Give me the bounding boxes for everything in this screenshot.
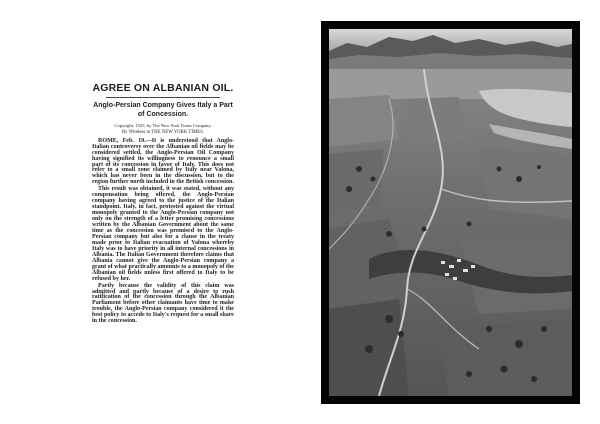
- newspaper-clipping: [90, 79, 236, 350]
- article-subheadline: Anglo-Persian Company Gives Italy a Part of Concession.: [93, 102, 233, 118]
- photo-frame: [321, 21, 580, 404]
- article-body: [92, 139, 234, 326]
- aerial-landscape-photo: [329, 29, 572, 396]
- article-paragraph: Partly because the validity of this claim was admitted and partly because of a desire to rush ratification of the concession through the Albanian Parliament before other claimants have time to make trouble, the Anglo-Persian company considered it the best policy to accede to Italy's request for a small share in the concession.: [92, 282, 234, 325]
- article-paragraph: ROME, Feb. 19.—It is understood that Anglo-Italian controversy over the Albanian oil fields may be considered settled, the Anglo-Persian Oil Company having signified its willingness to renounce a small part of its concession in favor of Italy. This does not refer to a small zone claimed by Italy near Valona, which has never been in the discussion, but to the region further north included in the British concession.: [92, 137, 234, 186]
- article-byline: By Wireless to THE NEW YORK TIMES.: [121, 129, 205, 135]
- copyright-line: Copyright, 1925, by The New York Times Company.: [114, 123, 212, 129]
- aerial-landscape-illustration: [329, 29, 572, 396]
- article-paragraph: This result was obtained, it was stated, without any compensation being offered, the Anglo-Persian company having agreed to the justice of the Italian standpoint. Italy, in fact, protested against the virtual monopoly granted to the Anglo-Persian company not only on the strength of a letter promising concessions written by the Albanian Government about the same time as the concession was promised to the Anglo-Persian company but also for a clause in the treaty made prior to Italian evacuation of Valona whereby Italy was to have priority in all internal concessions in Albania. The Italian Government therefore claims that Albania cannot give the Anglo-Persian company a grant of what practically amounts to a monopoly of the Albanian oil fields unless first offered to Italy to be refused by her.: [92, 186, 234, 282]
- article-headline: AGREE ON ALBANIAN OIL.: [92, 82, 234, 94]
- headline-divider: [106, 97, 220, 98]
